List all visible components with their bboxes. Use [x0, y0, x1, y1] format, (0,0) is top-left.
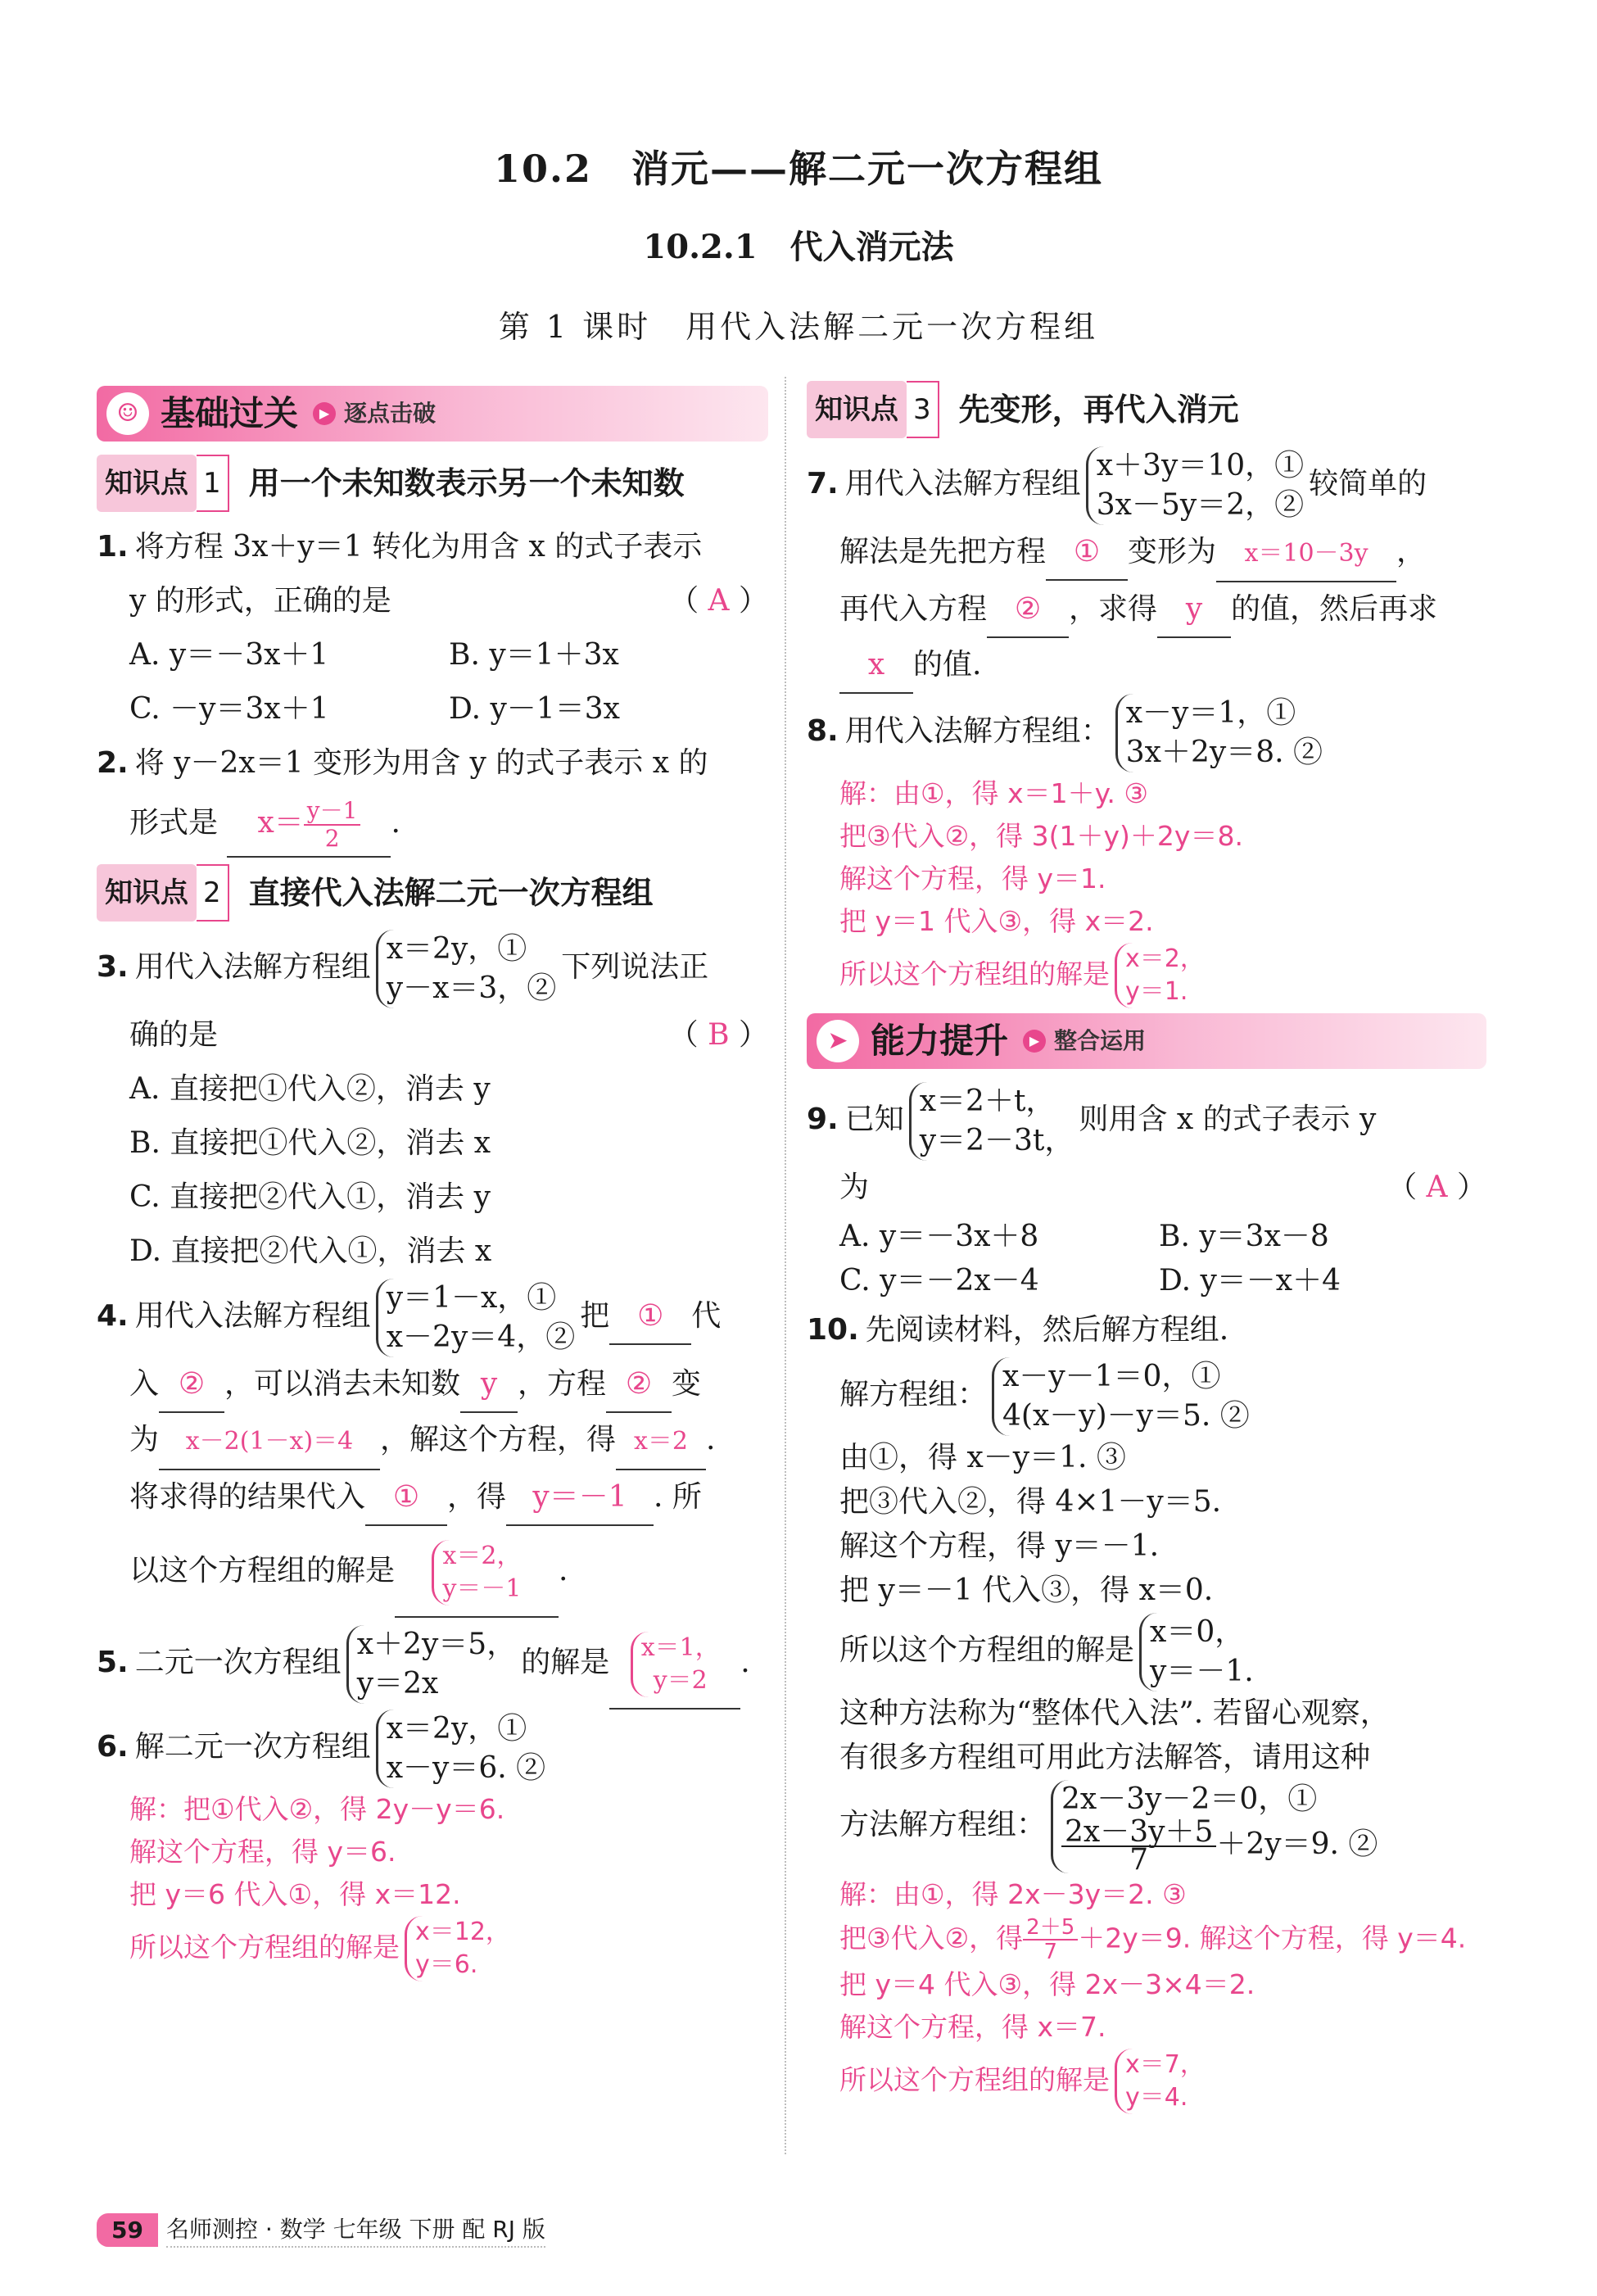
question-6 [97, 1710, 768, 1981]
equation-1: y＝1－x，① [386, 1281, 557, 1315]
question-number: 6. [97, 1730, 129, 1764]
text: 所以这个方程组的解是 [839, 958, 1110, 990]
kp-number: 1 [197, 455, 229, 512]
solution-y: y＝6. [415, 1950, 478, 1979]
question-text-2: y 的形式，正确的是 [129, 584, 391, 618]
solution-line: 解：由①，得 x＝1＋y. ③ [839, 777, 1148, 809]
question-number: 10. [807, 1313, 859, 1347]
equation-system [1051, 1780, 1378, 1877]
fraction-numerator: 2x－3y＋5 [1061, 1819, 1216, 1847]
equation-system [1086, 446, 1304, 525]
text: 代 [691, 1299, 722, 1333]
choice-b: B. y＝1＋3x [449, 638, 619, 672]
material-line: 解这个方程，得 y＝－1. [839, 1529, 1160, 1563]
equation-1: x＝2y，① [386, 1712, 527, 1746]
right-column [807, 381, 1486, 2114]
question-text-2: 为 [839, 1171, 870, 1204]
fraction-denominator: 7 [1129, 1843, 1149, 1877]
choice-d: D. y－1＝3x [449, 692, 620, 726]
material-line: 由①，得 x－y＝1. ③ [839, 1441, 1126, 1474]
question-text: 将 y－2x＝1 变形为用含 y 的式子表示 x 的 [134, 746, 708, 780]
answer-choice: A [708, 584, 730, 618]
question-3 [97, 930, 768, 1279]
solution-x: x＝2， [442, 1542, 522, 1570]
text: 把③代入②，得 [839, 1922, 1024, 1954]
question-text: 先阅读材料，然后解方程组. [865, 1313, 1229, 1347]
text: ，方程 [518, 1367, 607, 1401]
advanced-banner [807, 1013, 1486, 1069]
text: . 所 [654, 1480, 702, 1514]
fraction-numerator: 2＋5 [1023, 1916, 1078, 1941]
equation-1: x－y－1＝0，① [1002, 1360, 1221, 1393]
left-column [97, 381, 768, 1981]
answer-blank: ① [1046, 525, 1128, 581]
equation-1: x＋3y＝10，① [1096, 449, 1305, 482]
text: ，可以消去未知数 [224, 1367, 461, 1401]
solution-y: y＝4. [1125, 2083, 1188, 2112]
equation-2: x－y＝6. ② [386, 1751, 546, 1785]
text: 以这个方程组的解是 [129, 1554, 396, 1587]
text: 入 [129, 1367, 160, 1401]
question-8 [807, 694, 1486, 1008]
solution-line: 解这个方程，得 y＝1. [839, 863, 1106, 894]
question-text: 二元一次方程组 [134, 1646, 342, 1679]
question-9 [807, 1082, 1486, 1303]
page-number: 59 [97, 2213, 158, 2247]
text: 变 [672, 1367, 702, 1401]
equation-2: y＝2－3t， [919, 1124, 1074, 1157]
question-5 [97, 1618, 768, 1710]
equation-system [376, 930, 557, 1008]
text: ， [1396, 535, 1427, 568]
solution-x: x＝0， [1150, 1615, 1245, 1649]
question-4 [97, 1279, 768, 1618]
description-line: 这种方法称为“整体代入法”. 若留心观察， [839, 1696, 1390, 1730]
text: . [706, 1423, 716, 1456]
material-line: 把③代入②，得 4×1－y＝5. [839, 1485, 1222, 1519]
question-number: 7. [807, 467, 839, 500]
people-icon: ☺ [106, 392, 149, 435]
equation-1: x＝2y，① [386, 932, 527, 966]
text: ＋2y＝9. 解这个方程，得 y＝4. [1078, 1922, 1467, 1954]
answer-paren: （ A ） [1387, 1171, 1486, 1204]
answer-blank: x＝2 [616, 1415, 706, 1470]
solution-y: y＝－1. [1150, 1655, 1254, 1688]
text: 为 [129, 1423, 160, 1456]
solution-y: y＝1. [1125, 977, 1188, 1006]
answer-blank: ② [606, 1357, 672, 1413]
description-line: 有很多方程组可用此方法解答，请用这种 [839, 1741, 1371, 1774]
equation-1: 2x－3y－2＝0，① [1061, 1782, 1318, 1816]
text: 较简单的 [1309, 467, 1427, 500]
question-text: 已知 [844, 1103, 904, 1136]
text: ，解这个方程，得 [380, 1423, 617, 1456]
text: 所以这个方程组的解是 [839, 2063, 1110, 2096]
text: . [559, 1554, 568, 1587]
question-number: 9. [807, 1103, 839, 1136]
question-text-2: 形式是 [129, 806, 219, 840]
text: 解法是先把方程 [839, 535, 1047, 568]
equation-1: x－y＝1，① [1125, 696, 1296, 730]
answer-blank: y [460, 1357, 518, 1413]
answer-choice: B [708, 1018, 730, 1052]
solution-y: y＝－1 [442, 1574, 522, 1603]
play-icon: ▶ [313, 402, 336, 425]
banner-subtitle: 整合运用 [1054, 1027, 1147, 1054]
solution-line: 把 y＝1 代入③，得 x＝2. [839, 905, 1154, 937]
equation-2: 3x＋2y＝8. ② [1125, 736, 1323, 769]
text: 的值，然后再求 [1231, 592, 1438, 626]
solution-x: x＝7， [1125, 2050, 1205, 2079]
fraction-denominator: 2 [324, 825, 340, 852]
equation-2: y－x＝3，② [386, 971, 557, 1005]
choice-c: C. 直接把②代入①，消去 y [129, 1180, 491, 1214]
answer-blank: ② [159, 1357, 224, 1413]
answer-paren: （ A ） [669, 584, 768, 618]
material-system [807, 1357, 1486, 1436]
equation-2-rest: ＋2y＝9. ② [1216, 1827, 1378, 1861]
fraction-numerator: y－1 [304, 798, 361, 826]
equation-2: x－2y＝4，② [386, 1320, 576, 1354]
solution-line [807, 1916, 1486, 1963]
solution-line: 解：由①，得 2x－3y＝2. ③ [839, 1878, 1187, 1910]
answer-blank: y [1157, 582, 1231, 638]
text: 的解是 [521, 1646, 610, 1679]
answer-blank [227, 790, 391, 858]
choice-c: C. －y＝3x＋1 [129, 692, 329, 726]
answer-paren: （ B ） [668, 1018, 768, 1052]
question-text: 用代入法解方程组 [134, 950, 371, 984]
answer-choice: A [1426, 1171, 1448, 1204]
kp-number: 2 [197, 864, 229, 922]
page-footer [97, 2212, 545, 2248]
equation-system [1115, 694, 1323, 772]
footer-text: 名师测控 · 数学 七年级 下册 配 RJ 版 [166, 2212, 545, 2248]
question-10 [807, 1303, 1486, 2114]
equation-2: 3x－5y＝2，② [1096, 488, 1305, 522]
text: 方法解方程组： [839, 1808, 1047, 1841]
question-text: 用代入法解方程组 [134, 1299, 371, 1333]
choice-b: B. y＝3x－8 [1159, 1220, 1329, 1253]
banner-title: 能力提升 [871, 1021, 1009, 1061]
text: 把 [580, 1299, 610, 1333]
problem-system [807, 1780, 1486, 1877]
choice-a: A. y＝－3x＋1 [129, 638, 329, 672]
solution-line: 把 y＝4 代入③，得 2x－3×4＝2. [839, 1968, 1255, 2000]
text: 再代入方程 [839, 592, 988, 626]
equation-2: y＝2x [356, 1667, 439, 1700]
answer-prefix: x＝ [257, 806, 304, 840]
solution-line: 解：把①代入②，得 2y－y＝6. [129, 1793, 505, 1825]
banner-title: 基础过关 [161, 393, 299, 433]
knowledge-point-3 [807, 381, 1486, 438]
solution-line: 解这个方程，得 y＝6. [129, 1836, 396, 1868]
text: 解方程组： [839, 1378, 988, 1411]
solution-final [97, 1916, 768, 1981]
text: 将求得的结果代入 [129, 1480, 366, 1514]
solution-x: x＝2， [1125, 944, 1205, 973]
subsection-title: 10.2.1 代入消元法 [643, 228, 954, 266]
answer-blank: ② [987, 582, 1069, 638]
choice-d: D. 直接把②代入①，消去 x [129, 1234, 492, 1268]
question-text: 将方程 3x＋y＝1 转化为用含 x 的式子表示 [134, 530, 703, 564]
equation-system [1139, 1613, 1254, 1691]
question-number: 2. [97, 746, 129, 780]
choice-d: D. y＝－x＋4 [1159, 1264, 1341, 1297]
equation-2: 4(x－y)－y＝5. ② [1002, 1399, 1250, 1433]
answer-blank: y＝－1 [506, 1470, 654, 1526]
answer-blank: x－2(1－x)＝4 [159, 1415, 380, 1470]
knowledge-point-1 [97, 455, 768, 512]
question-text: 解二元一次方程组 [134, 1730, 371, 1764]
equation-system [909, 1082, 1074, 1161]
solution-line: 把 y＝6 代入①，得 x＝12. [129, 1878, 461, 1910]
answer-blank: x [839, 638, 913, 694]
solution-line: 解这个方程，得 x＝7. [839, 2011, 1106, 2043]
question-number: 3. [97, 950, 129, 984]
solution-line: 把③代入②，得 3(1＋y)＋2y＝8. [839, 820, 1243, 852]
question-text: 用代入法解方程组 [844, 467, 1081, 500]
solution-final [807, 943, 1486, 1008]
text: ，求得 [1069, 592, 1158, 626]
kp-title: 先变形，再代入消元 [958, 392, 1239, 428]
question-text: 用代入法解方程组： [844, 714, 1111, 748]
solution-y: y＝2 [653, 1666, 708, 1695]
equation-system [992, 1357, 1250, 1436]
basic-banner [97, 386, 768, 442]
play-icon: ▶ [1023, 1030, 1046, 1053]
fraction-denominator: 7 [1043, 1940, 1057, 1964]
kp-tag: 知识点 [97, 455, 197, 512]
lesson-title: 第 1 课时 用代入法解二元一次方程组 [498, 309, 1099, 345]
question-number: 1. [97, 530, 129, 564]
solution-x: x＝1， [640, 1633, 720, 1662]
choice-a: A. y＝－3x＋8 [839, 1220, 1039, 1253]
text: 的值. [913, 648, 982, 682]
end-mark: . [391, 806, 400, 840]
equation-1: x＝2＋t， [919, 1085, 1056, 1118]
question-number: 5. [97, 1646, 129, 1679]
question-number: 4. [97, 1299, 129, 1333]
column-divider [785, 377, 786, 2154]
material-line: 把 y＝－1 代入③，得 x＝0. [839, 1574, 1214, 1607]
answer-blank: ① [609, 1289, 691, 1345]
text: 则用含 x 的式子表示 y [1079, 1103, 1377, 1136]
solution-final [807, 2049, 1486, 2114]
section-title: 10.2 消元——解二元一次方程组 [493, 147, 1104, 191]
question-text-2: 确的是 [129, 1018, 219, 1052]
equation-system [376, 1279, 575, 1357]
banner-subtitle: 逐点击破 [344, 400, 437, 427]
question-2 [97, 736, 768, 858]
choice-b: B. 直接把①代入②，消去 x [129, 1126, 491, 1160]
text: ，得 [447, 1480, 507, 1514]
kp-number: 3 [907, 381, 939, 438]
question-number: 8. [807, 714, 839, 748]
solution-x: x＝12， [415, 1918, 510, 1946]
equation-system [346, 1625, 516, 1704]
answer-blank [395, 1526, 559, 1618]
question-text-post: 下列说法正 [561, 950, 709, 984]
equation-1: x＋2y＝5， [356, 1628, 517, 1661]
text: 所以这个方程组的解是 [839, 1633, 1135, 1667]
answer-blank [609, 1618, 740, 1710]
question-1 [97, 520, 768, 736]
answer-blank: ① [365, 1470, 447, 1526]
kp-tag: 知识点 [807, 381, 907, 438]
choice-c: C. y＝－2x－4 [839, 1264, 1039, 1297]
answer-blank: x＝10－3y [1216, 527, 1396, 582]
choice-a: A. 直接把①代入②，消去 y [129, 1072, 491, 1106]
text: 变形为 [1128, 535, 1217, 568]
question-7 [807, 446, 1486, 694]
kp-title: 用一个未知数表示另一个未知数 [248, 465, 685, 501]
equation-system [376, 1710, 545, 1788]
kp-tag: 知识点 [97, 864, 197, 922]
knowledge-point-2 [97, 864, 768, 922]
kp-title: 直接代入法解二元一次方程组 [248, 875, 654, 911]
end-mark: . [740, 1646, 750, 1679]
material-final [807, 1613, 1486, 1691]
text: 所以这个方程组的解是 [129, 1931, 400, 1963]
rocket-icon: ➤ [817, 1020, 859, 1062]
